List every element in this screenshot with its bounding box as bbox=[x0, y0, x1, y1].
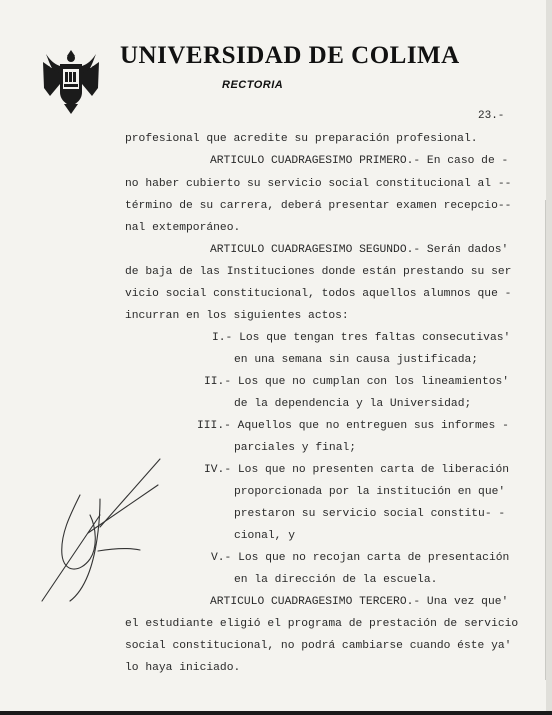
body-line: lo haya iniciado. bbox=[125, 662, 241, 674]
list-item-continuation: cional, y bbox=[234, 530, 296, 542]
page-number: 23.- bbox=[478, 110, 505, 122]
list-item-iv: IV.- Los que no presenten carta de liberación bbox=[204, 464, 510, 476]
list-item-continuation: prestaron su servicio social constitu- - bbox=[234, 508, 506, 520]
body-line: término de su carrera, deberá presentar examen recepcio-- bbox=[125, 200, 512, 212]
list-item-continuation: en una semana sin causa justificada; bbox=[234, 354, 479, 366]
office-name: RECTORIA bbox=[222, 79, 284, 91]
list-item-ii: II.- Los que no cumplan con los lineamientos' bbox=[204, 376, 510, 388]
list-item-i: I.- Los que tengan tres faltas consecutivas' bbox=[212, 332, 511, 344]
page-edge bbox=[546, 0, 552, 715]
article-43-heading-line: ARTICULO CUADRAGESIMO TERCERO.- Una vez que' bbox=[210, 596, 509, 608]
article-42-heading-line: ARTICULO CUADRAGESIMO SEGUNDO.- Serán dados' bbox=[210, 244, 509, 256]
signature-icon bbox=[40, 455, 180, 605]
article-41-heading-line: ARTICULO CUADRAGESIMO PRIMERO.- En caso de - bbox=[210, 155, 509, 167]
body-line: social constitucional, no podrá cambiarse cuando éste ya' bbox=[125, 640, 512, 652]
body-line: nal extemporáneo. bbox=[125, 222, 241, 234]
body-line: incurran en los siguientes actos: bbox=[125, 310, 349, 322]
body-line: el estudiante eligió el programa de prestación de servicio bbox=[125, 618, 519, 630]
list-item-continuation: parciales y final; bbox=[234, 442, 357, 454]
body-line: profesional que acredite su preparación profesional. bbox=[125, 133, 478, 145]
list-item-continuation: en la dirección de la escuela. bbox=[234, 574, 438, 586]
scan-border bbox=[0, 711, 552, 715]
list-item-continuation: proporcionada por la institución en que' bbox=[234, 486, 506, 498]
body-line: de baja de las Instituciones donde están prestando su ser bbox=[125, 266, 512, 278]
university-seal-icon bbox=[40, 44, 102, 114]
page-fold-line bbox=[545, 200, 546, 680]
body-line: no haber cubierto su servicio social constitucional al -- bbox=[125, 178, 512, 190]
list-item-iii: III.- Aquellos que no entreguen sus informes - bbox=[197, 420, 509, 432]
list-item-continuation: de la dependencia y la Universidad; bbox=[234, 398, 472, 410]
body-line: vicio social constitucional, todos aquellos alumnos que - bbox=[125, 288, 512, 300]
university-name: UNIVERSIDAD DE COLIMA bbox=[120, 42, 460, 69]
list-item-v: V.- Los que no recojan carta de presentación bbox=[211, 552, 510, 564]
